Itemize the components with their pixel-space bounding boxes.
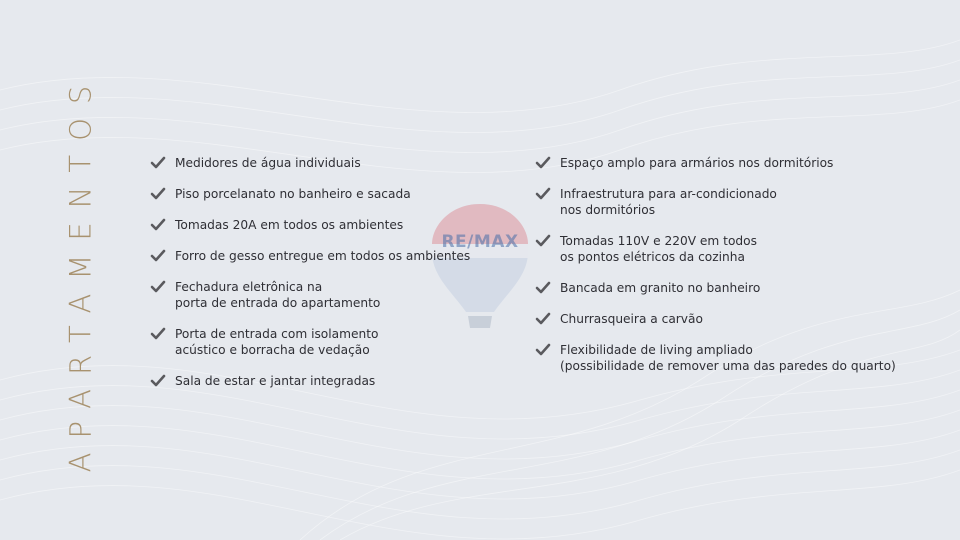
check-icon [535,343,551,357]
feature-item [150,373,480,389]
side-title [60,62,100,482]
feature-text: Tomadas 110V e 220V em todos [560,234,757,248]
feature-item [150,186,480,202]
feature-text: Espaço amplo para armários nos dormitórios [560,156,834,170]
check-icon [150,280,166,294]
check-icon [150,218,166,232]
feature-text: Sala de estar e jantar integradas [175,374,376,388]
feature-item [535,280,895,296]
check-icon [535,312,551,326]
feature-text: Bancada em granito no banheiro [560,281,761,295]
features-left-column [150,155,480,389]
feature-item [535,155,895,171]
feature-text-continued: os pontos elétricos da cozinha [560,250,745,264]
feature-item [150,155,480,171]
feature-text-continued: porta de entrada do apartamento [175,296,381,310]
feature-text-continued: acústico e borracha de vedação [175,343,370,357]
check-icon [535,234,551,248]
feature-item [535,233,895,265]
feature-text: Churrasqueira a carvão [560,312,703,326]
feature-item [150,279,480,311]
check-icon [150,249,166,263]
feature-text: Forro de gesso entregue em todos os ambientes [175,249,471,263]
feature-text-continued: nos dormitórios [560,203,656,217]
features-right-column [535,155,895,374]
feature-text: Fechadura eletrônica na [175,280,323,294]
feature-text: Medidores de água individuais [175,156,361,170]
feature-item [535,311,895,327]
feature-item [535,342,895,374]
feature-text: Porta de entrada com isolamento [175,327,379,341]
feature-item [535,186,895,218]
feature-item [150,326,480,358]
check-icon [150,156,166,170]
feature-text: Tomadas 20A em todos os ambientes [175,218,404,232]
feature-text: Flexibilidade de living ampliado [560,343,753,357]
feature-text: Piso porcelanato no banheiro e sacada [175,187,411,201]
feature-item [150,217,480,233]
watermark-logo-text: RE/MAX [441,232,519,252]
feature-text: Infraestrutura para ar-condicionado [560,187,777,201]
check-icon [150,327,166,341]
check-icon [150,374,166,388]
check-icon [535,187,551,201]
feature-item [150,248,480,264]
feature-text-continued: (possibilidade de remover uma das paredes do quarto) [560,359,896,373]
check-icon [535,281,551,295]
check-icon [535,156,551,170]
side-title-text: APARTAMENTOS [63,71,98,473]
check-icon [150,187,166,201]
